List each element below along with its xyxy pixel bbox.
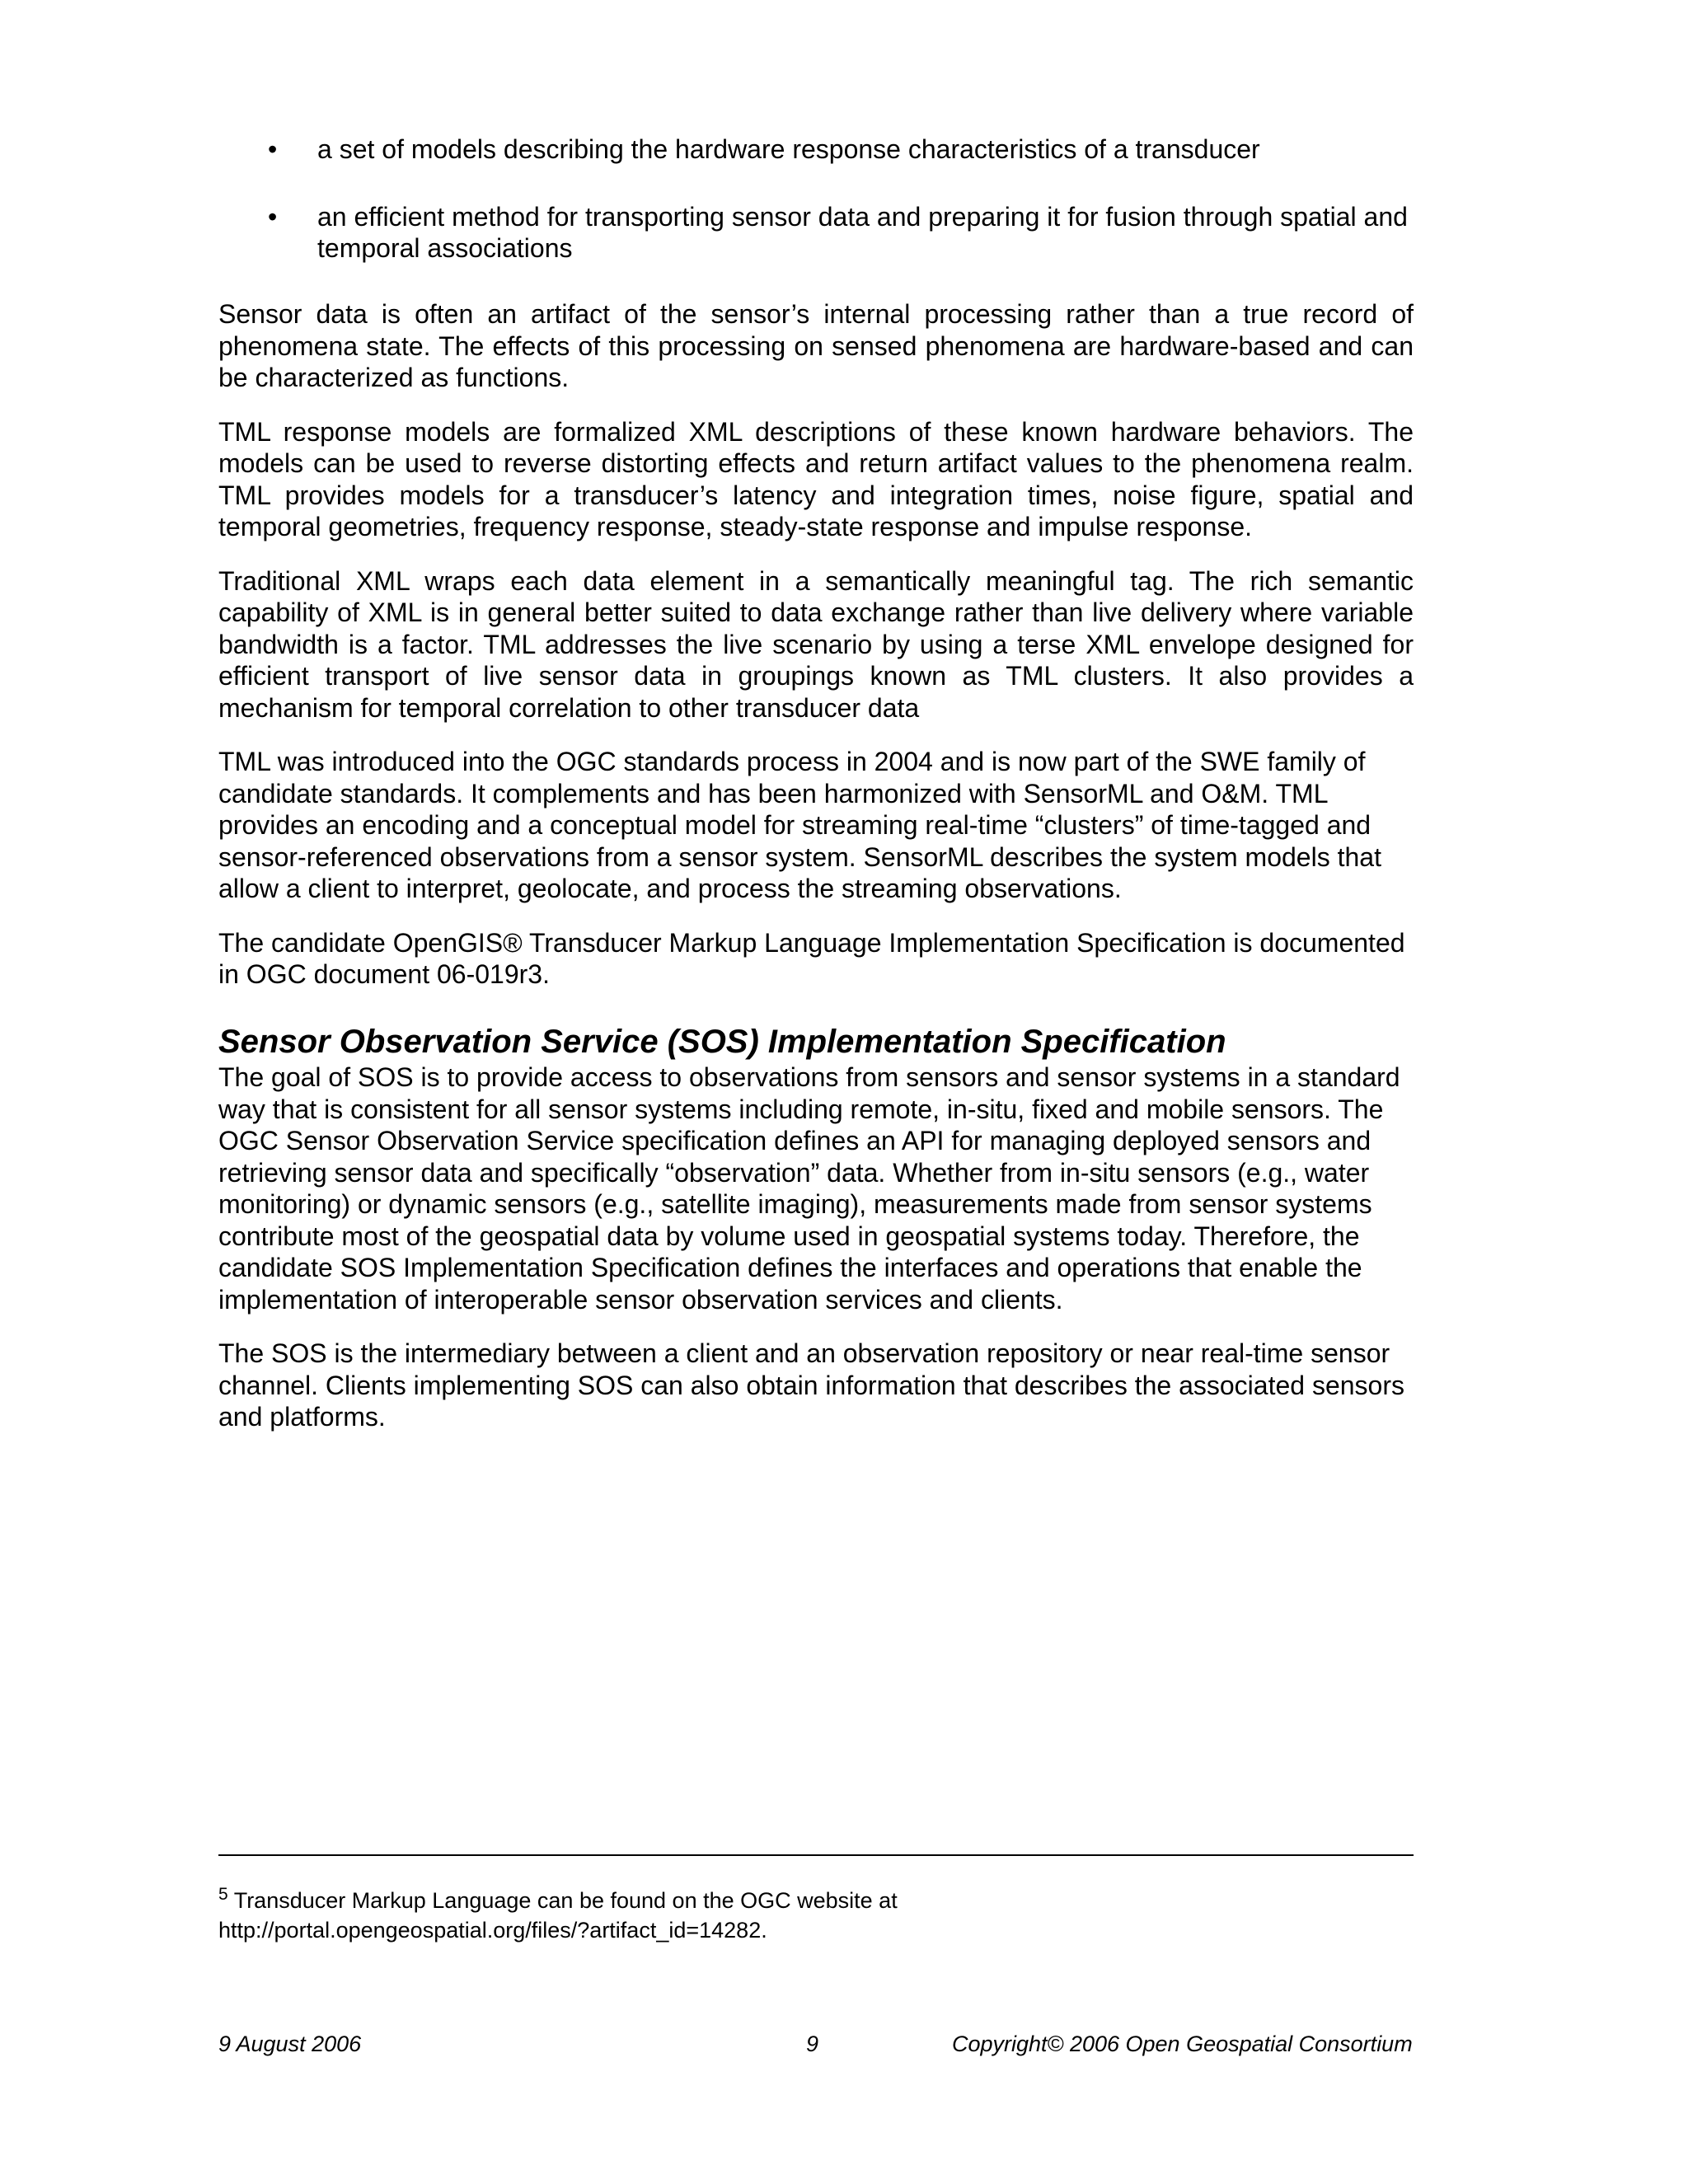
footer-page-number: 9 bbox=[806, 2032, 819, 2056]
paragraph: The SOS is the intermediary between a client and an observation repository or near real-time sensor channel. Clients implementing SOS can also obtain information that describes the associated sensors and platforms. bbox=[218, 1338, 1404, 1432]
paragraph: Traditional XML wraps each data element in a semantically meaningful tag. The rich semantic capability of XML is in general better suited to data exchange rather than live delivery where variable bandwidth is a factor. TML addresses the live scenario by using a terse XML envelope designed for efficient transport of live sensor data in groupings known as TML clusters. It also provides a mechanism for temporal correlation to other transducer data bbox=[218, 565, 1414, 723]
bullet-item bbox=[218, 201, 1414, 265]
sos-section bbox=[218, 1022, 1414, 1455]
footnote-url: http://portal.opengeospatial.org/files/?artifact_id=14282. bbox=[218, 1918, 767, 1943]
footer-copyright: Copyright© 2006 Open Geospatial Consortium bbox=[952, 2032, 1413, 2056]
footnote bbox=[218, 1886, 1414, 1945]
tml-section-body bbox=[218, 298, 1414, 1013]
paragraph: The goal of SOS is to provide access to observations from sensors and sensor systems in a standard way that is consistent for all sensor systems including remote, in-situ, fixed and mobile sensors. The OGC Sensor Observation Service specification defines an API for managing deployed sensors and retrieving sensor data and specifically “observation” data. Whether from in-situ sensors (e.g., water monitoring) or dynamic sensors (e.g., satellite imaging), measurements made from sensor systems contribute most of the geospatial data by volume used in geospatial systems today. Therefore, the candidate SOS Implementation Specification defines the interfaces and operations that enable the implementation of interoperable sensor observation services and clients. bbox=[218, 1062, 1400, 1315]
bullet-text: a set of models describing the hardware response characteristics of a transducer bbox=[317, 134, 1260, 164]
footnote-text: Transducer Markup Language can be found on the OGC website at bbox=[233, 1888, 898, 1913]
paragraph: Sensor data is often an artifact of the sensor’s internal processing rather than a true record of phenomena state. The effects of this processing on sensed phenomena are hardware-based and can be characterized as functions. bbox=[218, 299, 1414, 392]
bullet-item bbox=[218, 134, 1414, 166]
bullet-text: an efficient method for transporting sensor data and preparing it for fusion through spatial and temporal associations bbox=[317, 201, 1408, 263]
paragraph: The candidate OpenGIS® Transducer Markup Language Implementation Specification is documented in OGC document 06-019r3. bbox=[218, 927, 1405, 989]
footnote-divider bbox=[218, 1854, 1414, 1856]
paragraph: TML was introduced into the OGC standards process in 2004 and is now part of the SWE family of candidate standards. It complements and has been harmonized with SensorML and O&M. TML provides an encoding and a conceptual model for streaming real-time “clusters” of time-tagged and sensor-referenced observations from a sensor system. SensorML describes the system models that allow a client to interpret, geolocate, and process the streaming observations. bbox=[218, 747, 1381, 903]
footnote-number: 5 bbox=[218, 1885, 228, 1904]
bullet-icon: • bbox=[268, 201, 278, 232]
paragraph: TML response models are formalized XML descriptions of these known hardware behaviors. The models can be used to reverse distorting effects and return artifact values to the phenomena realm. TML provides models for a transducer’s latency and integration times, noise figure, spatial and temporal geometries, frequency response, steady-state response and impulse response. bbox=[218, 416, 1414, 541]
bullet-list bbox=[218, 134, 1414, 300]
footer-date: 9 August 2006 bbox=[218, 2032, 362, 2056]
section-heading: Sensor Observation Service (SOS) Implementation Specification bbox=[218, 1024, 1226, 1060]
bullet-icon: • bbox=[268, 134, 278, 164]
